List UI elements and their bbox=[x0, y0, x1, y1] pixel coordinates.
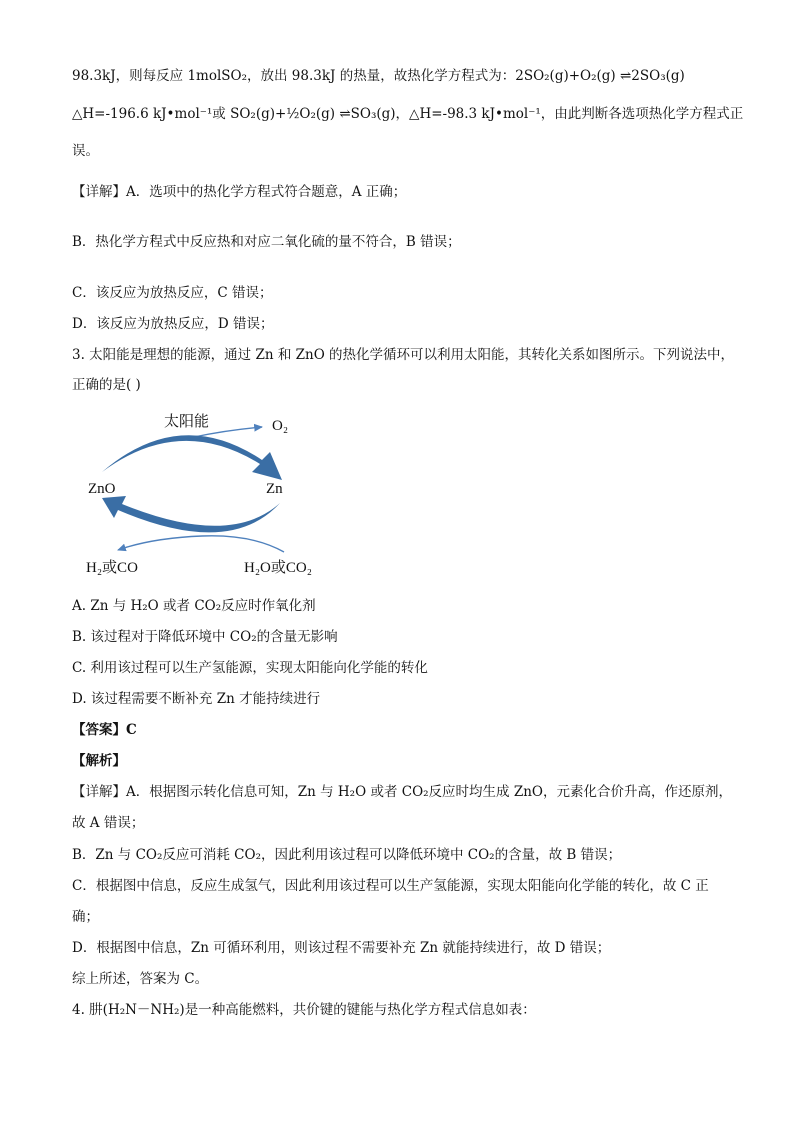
h2-co-output-arrow bbox=[118, 536, 202, 550]
text-line: 【详解】A．根据图示转化信息可知，Zn 与 H₂O 或者 CO₂反应时均生成 ZnO，元素化合价升高，作还原剂， bbox=[72, 784, 732, 800]
question-4-stem: 4. 肼(H₂N－NH₂)是一种高能燃料，共价键的键能与热化学方程式信息如表： bbox=[72, 1002, 536, 1018]
option-d: D. 该过程需要不断补充 Zn 才能持续进行 bbox=[72, 691, 321, 707]
option-c: C. 利用该过程可以生产氢能源，实现太阳能向化学能的转化 bbox=[72, 660, 428, 676]
question-3-stem-cont: 正确的是( ) bbox=[72, 377, 141, 393]
label-h2o-or-co2: H₂O或CO₂ bbox=[244, 560, 312, 576]
question-3-stem: 3. 太阳能是理想的能源，通过 Zn 和 ZnO 的热化学循环可以利用太阳能，其转化关系如图所示。下列说法中， bbox=[72, 347, 735, 363]
option-b: B. 该过程对于降低环境中 CO₂的含量无影响 bbox=[72, 629, 338, 645]
text-line: 故 A 错误； bbox=[72, 815, 145, 831]
label-zno: ZnO bbox=[88, 481, 116, 497]
analysis-heading: 【解析】 bbox=[72, 753, 126, 769]
zn-zno-cycle-diagram bbox=[72, 400, 362, 590]
text-line: 综上所述，答案为 C。 bbox=[72, 971, 209, 987]
text-line: D．该反应为放热反应，D 错误； bbox=[72, 316, 274, 332]
label-zn: Zn bbox=[266, 481, 283, 497]
text-line: 【详解】A．选项中的热化学方程式符合题意，A 正确； bbox=[72, 184, 407, 200]
text-line: △H=-196.6 kJ•mol⁻¹或 SO₂(g)+½O₂(g) ⇌SO₃(g)，△H=-98.3 kJ•mol⁻¹，由此判断各选项热化学方程式正 bbox=[72, 106, 744, 122]
label-solar-energy: 太阳能 bbox=[164, 414, 210, 430]
text-line: B．热化学方程式中反应热和对应二氧化硫的量不符合，B 错误； bbox=[72, 234, 461, 250]
text-line: C．根据图中信息，反应生成氢气，因此利用该过程可以生产氢能源，实现太阳能向化学能的转化，故 C 正 bbox=[72, 878, 709, 894]
water-co2-input-arrow bbox=[202, 536, 284, 552]
text-line: 误。 bbox=[72, 143, 99, 159]
option-a: A. Zn 与 H₂O 或者 CO₂反应时作氧化剂 bbox=[72, 598, 316, 614]
text-line: D．根据图中信息，Zn 可循环利用，则该过程不需要补充 Zn 就能持续进行，故 D 错误； bbox=[72, 940, 611, 956]
top-cycle-arrow bbox=[102, 435, 282, 480]
bottom-cycle-arrow bbox=[102, 496, 280, 532]
answer-label: 【答案】C bbox=[72, 722, 137, 738]
label-o2: O₂ bbox=[272, 418, 289, 434]
text-line: 确； bbox=[72, 909, 99, 925]
text-line: 98.3kJ，则每反应 1molSO₂，放出 98.3kJ 的热量，故热化学方程式为：2SO₂(g)+O₂(g) ⇌2SO₃(g) bbox=[72, 68, 685, 84]
text-line: C．该反应为放热反应，C 错误； bbox=[72, 285, 273, 301]
text-line: B．Zn 与 CO₂反应可消耗 CO₂，因此利用该过程可以降低环境中 CO₂的含量，故 B 错误； bbox=[72, 847, 622, 863]
label-h2-or-co: H₂或CO bbox=[86, 560, 138, 576]
